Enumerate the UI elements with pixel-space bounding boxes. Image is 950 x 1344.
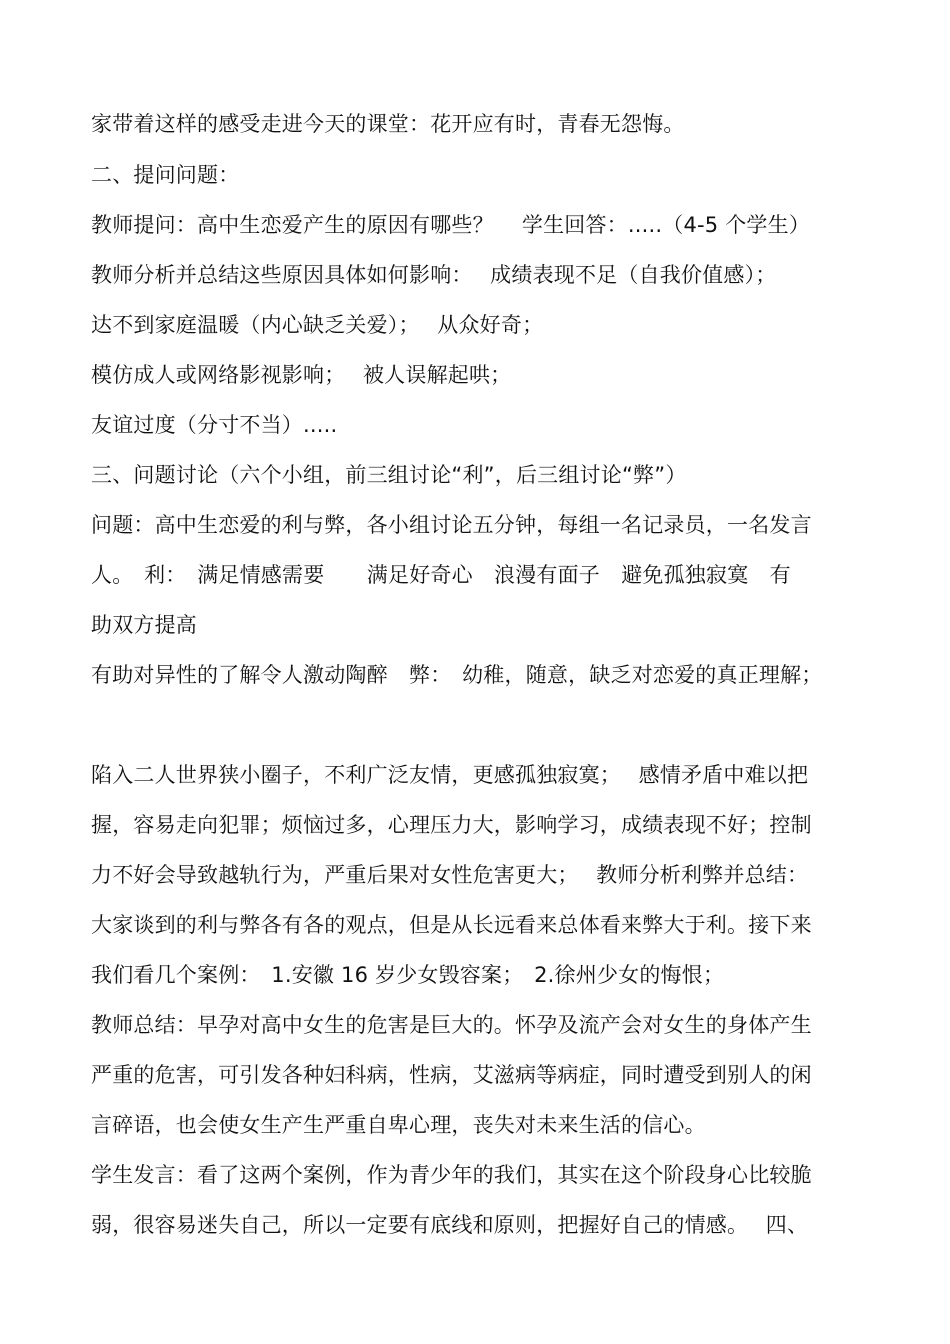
text-line-6: 模仿成人或网络影视影响； 被人误解起哄；: [91, 363, 512, 387]
section-heading-3: 三、问题讨论（六个小组，前三组讨论“利”，后三组讨论“弊”）: [91, 463, 687, 487]
text-line-10: 人。 利： 满足情感需要 满足好奇心 浪漫有面子 避免孤独寂寞 有: [91, 563, 791, 587]
text-line-9: 问题：高中生恋爱的利与弊，各小组讨论五分钟，每组一名记录员，一名发言: [91, 513, 812, 537]
text-line-17: 我们看几个案例： 1.安徽 16 岁少女毁容案； 2.徐州少女的悔恨；: [91, 963, 725, 987]
text-line-12: 有助对异性的了解令人激动陶醉 弊： 幼稚，随意，缺乏对恋爱的真正理解；: [91, 663, 823, 687]
text-line-22: 弱，很容易迷失自己，所以一定要有底线和原则，把握好自己的情感。 四、: [91, 1213, 809, 1237]
text-line-19: 严重的危害，可引发各种妇科病，性病，艾滋病等病症，同时遭受到别人的闲: [91, 1063, 812, 1087]
text-line-7: 友谊过度（分寸不当）.....: [91, 413, 338, 437]
text-line-16: 大家谈到的利与弊各有各的观点，但是从长远看来总体看来弊大于利。接下来: [91, 913, 812, 937]
text-line-21: 学生发言：看了这两个案例，作为青少年的我们，其实在这个阶段身心比较脆: [91, 1163, 812, 1187]
text-line-18: 教师总结：早孕对高中女生的危害是巨大的。怀孕及流产会对女生的身体产生: [91, 1013, 812, 1037]
section-heading-2: 二、提问问题：: [91, 163, 240, 187]
text-line-11: 助双方提高: [91, 613, 197, 637]
text-line-4: 教师分析并总结这些原因具体如何影响： 成绩表现不足（自我价值感）；: [91, 263, 777, 287]
text-line-3: 教师提问：高中生恋爱产生的原因有哪些？ 学生回答：.....（4-5 个学生）: [91, 213, 811, 237]
text-line-14: 握，容易走向犯罪；烦恼过多，心理压力大，影响学习，成绩表现不好；控制: [91, 813, 812, 837]
text-line-5: 达不到家庭温暖（内心缺乏关爱）； 从众好奇；: [91, 313, 544, 337]
text-line-13: 陷入二人世界狭小圈子，不利广泛友情，更感孤独寂寞； 感情矛盾中难以把: [91, 763, 809, 787]
text-line-1: 家带着这样的感受走进今天的课堂：花开应有时，青春无怨悔。: [91, 112, 685, 136]
text-line-20: 言碎语，也会使女生产生严重自卑心理，丧失对未来生活的信心。: [91, 1113, 706, 1137]
text-line-15: 力不好会导致越轨行为，严重后果对女性危害更大； 教师分析利弊并总结：: [91, 863, 809, 887]
